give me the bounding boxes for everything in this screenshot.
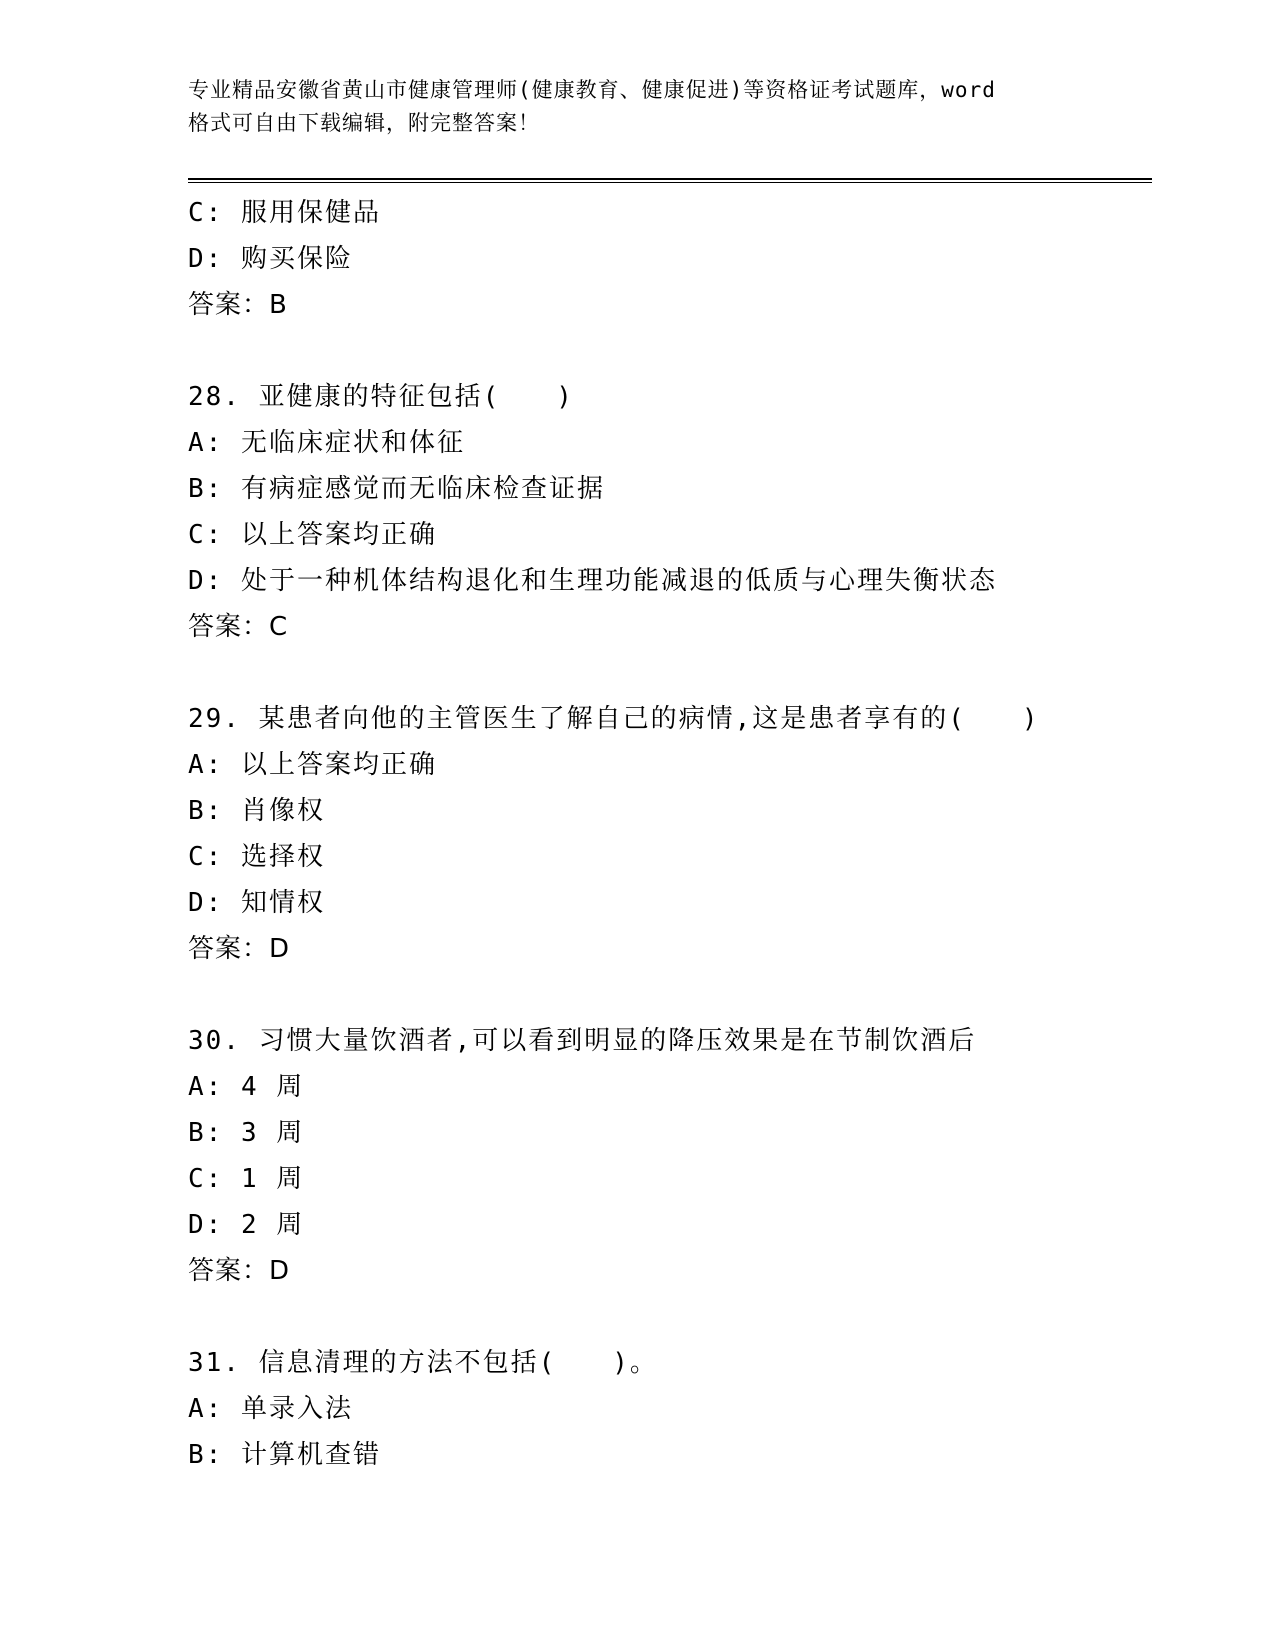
question-text: 31. 信息清理的方法不包括( )。 xyxy=(188,1348,658,1378)
option-text: C: 以上答案均正确 xyxy=(188,520,437,550)
header-divider xyxy=(188,178,1152,183)
question-block xyxy=(188,190,1152,374)
option-text: D: 购买保险 xyxy=(188,244,353,274)
block-spacer xyxy=(188,1294,1152,1340)
answer-text: 答案：D xyxy=(188,934,291,964)
option-text: A: 4 周 xyxy=(188,1072,305,1102)
block-spacer xyxy=(188,972,1152,1018)
document-header xyxy=(188,74,1088,140)
question-block xyxy=(188,1340,1152,1478)
option-text: C: 1 周 xyxy=(188,1164,305,1194)
question-block xyxy=(188,696,1152,1018)
option-text: D: 知情权 xyxy=(188,888,325,918)
answer-text: 答案：B xyxy=(188,290,288,320)
option-text: B: 计算机查错 xyxy=(188,1440,381,1470)
question-text: 29. 某患者向他的主管医生了解自己的病情,这是患者享有的( ) xyxy=(188,704,1040,734)
option-text: D: 处于一种机体结构退化和生理功能减退的低质与心理失衡状态 xyxy=(188,566,997,596)
question-block xyxy=(188,1018,1152,1340)
question-text: 28. 亚健康的特征包括( ) xyxy=(188,382,574,412)
block-spacer xyxy=(188,328,1152,374)
option-text: B: 肖像权 xyxy=(188,796,325,826)
option-text: C: 服用保健品 xyxy=(188,198,381,228)
option-text: B: 有病症感觉而无临床检查证据 xyxy=(188,474,605,504)
block-spacer xyxy=(188,650,1152,696)
answer-text: 答案：C xyxy=(188,612,289,642)
option-text: B: 3 周 xyxy=(188,1118,305,1148)
option-text: A: 单录入法 xyxy=(188,1394,353,1424)
option-text: C: 选择权 xyxy=(188,842,325,872)
answer-text: 答案：D xyxy=(188,1256,291,1286)
header-line-1: 专业精品安徽省黄山市健康管理师(健康教育、健康促进)等资格证考试题库，word xyxy=(188,78,996,102)
question-text: 30. 习惯大量饮酒者,可以看到明显的降压效果是在节制饮酒后 xyxy=(188,1026,977,1056)
question-list xyxy=(188,190,1152,1478)
option-text: A: 无临床症状和体征 xyxy=(188,428,465,458)
question-block xyxy=(188,374,1152,696)
option-text: A: 以上答案均正确 xyxy=(188,750,437,780)
header-line-2: 格式可自由下载编辑，附完整答案！ xyxy=(188,111,540,135)
option-text: D: 2 周 xyxy=(188,1210,305,1240)
